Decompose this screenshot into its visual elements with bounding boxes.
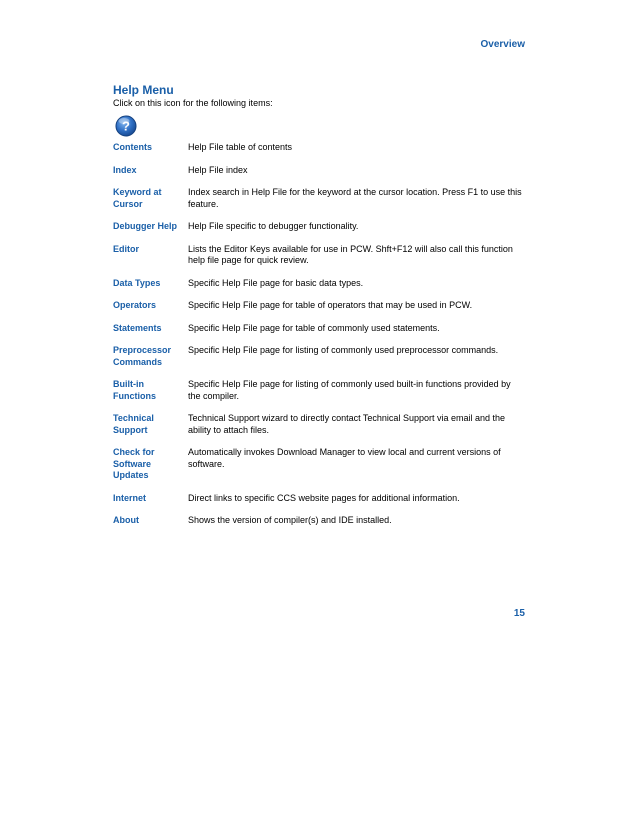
item-description: Index search in Help File for the keyword at the cursor location. Press F1 to use this feature. [188, 187, 522, 209]
item-term: Internet [113, 492, 147, 503]
item-description: Specific Help File page for listing of commonly used built-in functions provided by the compiler. [188, 379, 511, 401]
item-term: Debugger Help [113, 221, 178, 231]
item-term: Contents [113, 142, 152, 152]
list-item [113, 345, 525, 368]
item-description: Shows the version of compiler(s) and IDE installed. [188, 515, 392, 525]
list-item [113, 244, 525, 267]
list-item [113, 165, 525, 177]
item-description: Specific Help File page for listing of commonly used preprocessor commands. [188, 345, 499, 355]
item-term: Editor [113, 243, 139, 254]
list-item [113, 187, 525, 210]
item-term: Index [113, 164, 137, 175]
section-intro: Click on this icon for the following items: [113, 98, 273, 108]
help-menu-items [113, 142, 525, 527]
list-item [113, 447, 525, 482]
item-term: Data Types [113, 277, 161, 288]
list-item [113, 323, 525, 335]
item-term: Technical Support [113, 413, 154, 435]
item-term: Built-in Functions [113, 379, 156, 401]
item-description: Technical Support wizard to directly contact Technical Support via email and the ability to attach files. [188, 413, 506, 435]
page-header-title: Overview [480, 39, 525, 50]
item-term: Check for Software Updates [113, 447, 155, 480]
help-menu-section [113, 83, 525, 538]
page-number: 15 [513, 608, 525, 619]
item-description: Help File table of contents [188, 142, 293, 152]
list-item [113, 278, 525, 290]
item-description: Lists the Editor Keys available for use in PCW. Shft+F12 will also call this function help file page for quick review. [188, 243, 513, 265]
item-term: Preprocessor Commands [113, 345, 172, 367]
list-item [113, 493, 525, 505]
item-description: Specific Help File page for basic data types. [188, 277, 364, 288]
list-item [113, 142, 525, 154]
item-term: About [113, 515, 139, 525]
list-item [113, 413, 525, 436]
item-description: Automatically invokes Download Manager to view local and current versions of software. [188, 447, 501, 469]
help-question-icon [115, 115, 137, 137]
list-item [113, 300, 525, 312]
item-description: Specific Help File page for table of operators that may be used in PCW. [188, 300, 473, 310]
list-item [113, 379, 525, 402]
item-description: Specific Help File page for table of commonly used statements. [188, 322, 440, 333]
list-item [113, 515, 525, 527]
item-term: Statements [113, 322, 162, 333]
item-term: Operators [113, 300, 157, 310]
item-term: Keyword at Cursor [113, 187, 162, 209]
item-description: Direct links to specific CCS website pages for additional information. [188, 492, 460, 503]
list-item [113, 221, 525, 233]
item-description: Help File index [188, 164, 248, 175]
item-description: Help File specific to debugger functionality. [188, 221, 359, 231]
section-title: Help Menu [113, 83, 174, 97]
svg-text:?: ? [122, 118, 130, 134]
